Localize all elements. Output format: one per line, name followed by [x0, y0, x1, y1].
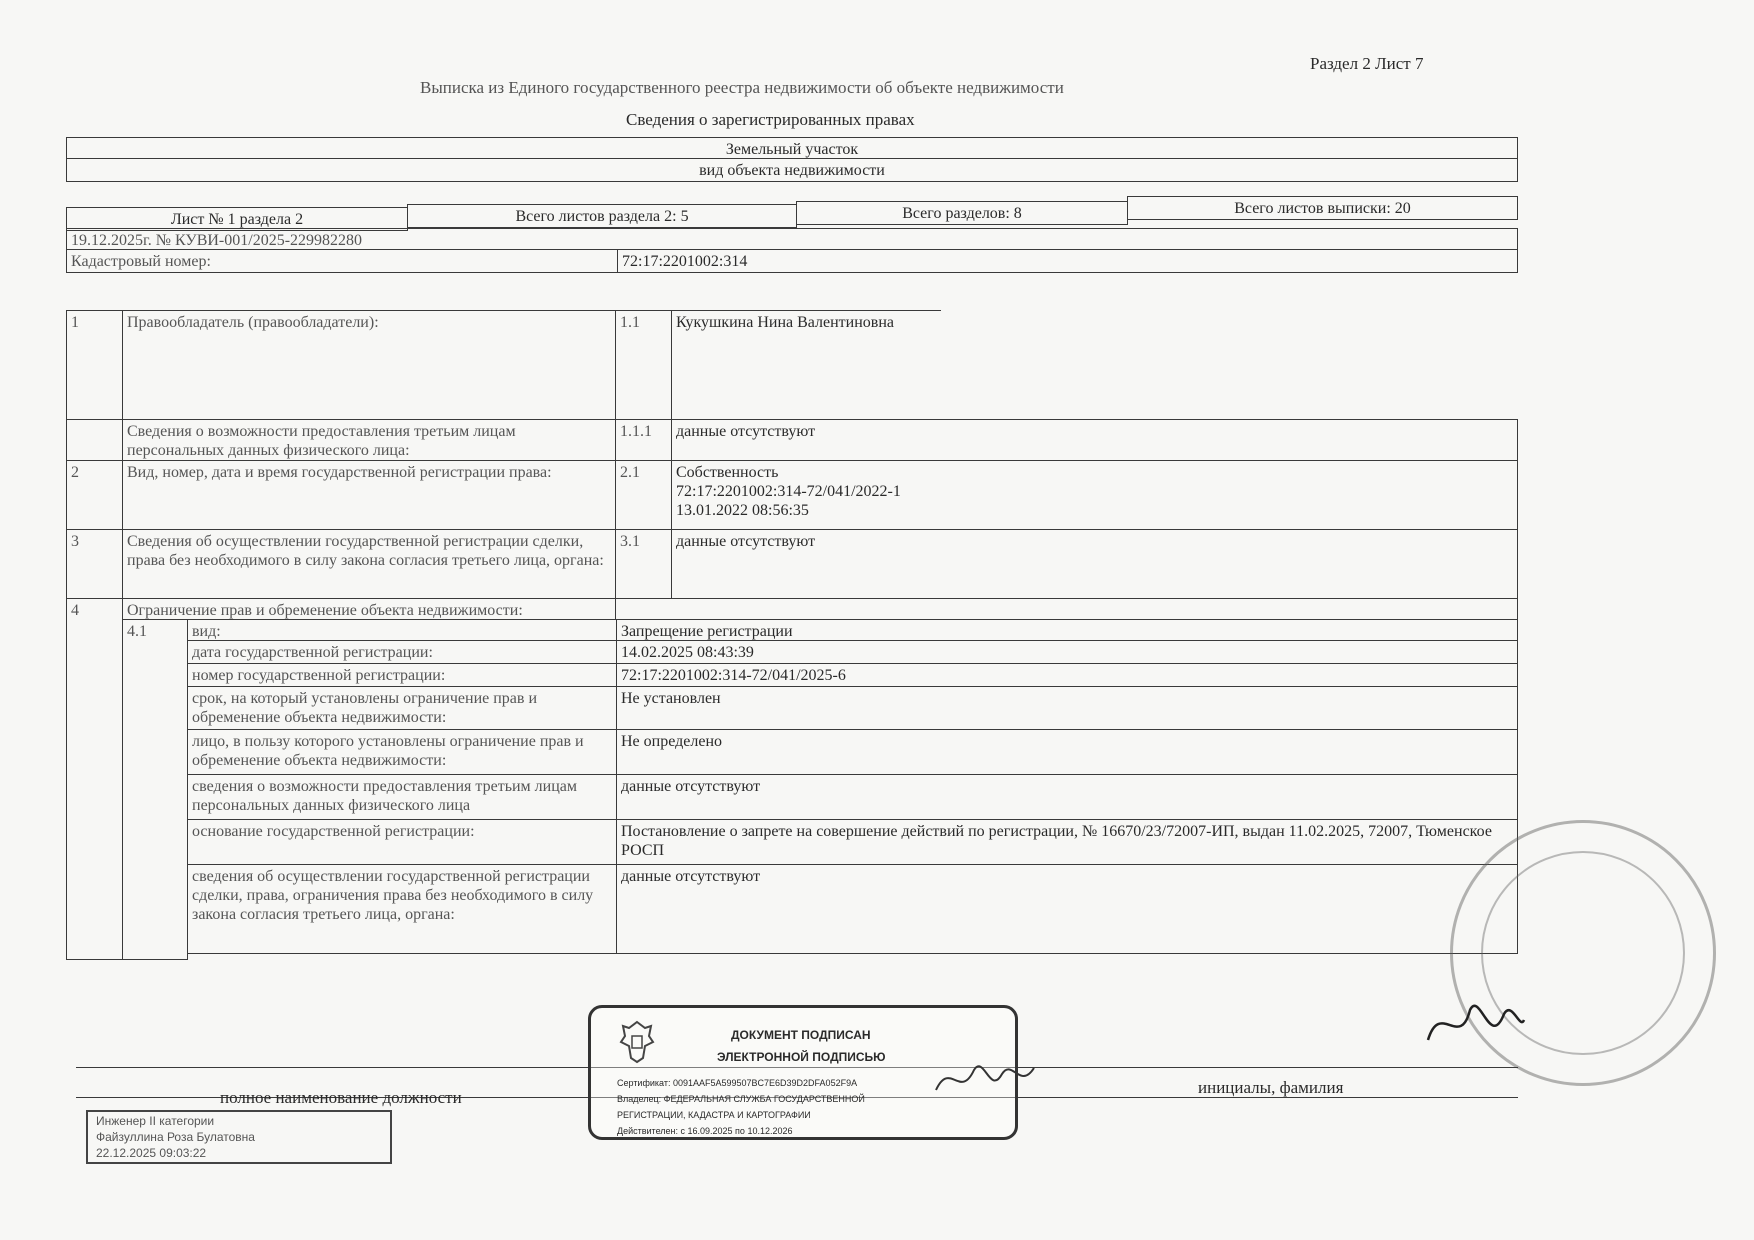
stamp-owner-1: Владелец: ФЕДЕРАЛЬНАЯ СЛУЖБА ГОСУДАРСТВЕННОЙ	[617, 1094, 865, 1104]
handwritten-signature-2	[1420, 990, 1530, 1060]
row-3-sub: 3.1	[615, 529, 672, 599]
row-11-sub: 1.1.1	[615, 419, 672, 461]
kind-label: вид:	[187, 619, 617, 641]
personal-value: данные отсутствуют	[616, 774, 1518, 820]
beneficiary-value: Не определено	[616, 729, 1518, 775]
object-type-value: Земельный участок	[66, 137, 1518, 159]
request-number: 19.12.2025г. № КУВИ-001/2025-229982280	[66, 228, 1518, 250]
stamp-title-1: ДОКУМЕНТ ПОДПИСАН	[731, 1028, 871, 1042]
officer-position: Инженер II категории	[96, 1114, 215, 1128]
stamp-owner-2: РЕГИСТРАЦИИ, КАДАСТРА И КАРТОГРАФИИ	[617, 1110, 811, 1120]
row-3-value: данные отсутствуют	[671, 529, 1518, 599]
officer-timestamp: 22.12.2025 09:03:22	[96, 1146, 207, 1160]
personal-label: сведения о возможности предоставления третьим лицам персональных данных физического лица	[187, 774, 617, 820]
stamp-title-2: ЭЛЕКТРОННОЙ ПОДПИСЬЮ	[717, 1050, 886, 1064]
row-11-value: данные отсутствуют	[671, 419, 1518, 461]
row-4-spacer	[615, 598, 1518, 620]
object-type-caption: вид объекта недвижимости	[66, 158, 1518, 182]
cadastral-label: Кадастровый номер:	[66, 249, 618, 273]
row-1-number: 1	[66, 310, 123, 420]
kind-value: Запрещение регистрации	[616, 619, 1518, 641]
row-1-value: Кукушкина Нина Валентиновна	[671, 310, 941, 420]
sheet-of-section: Лист № 1 раздела 2	[66, 207, 408, 231]
total-sections: Всего разделов: 8	[796, 201, 1128, 225]
initials-caption: инициалы, фамилия	[1198, 1078, 1344, 1097]
handwritten-signature-1	[930, 1050, 1040, 1110]
basis-label: основание государственной регистрации:	[187, 819, 617, 865]
row-1-label: Правообладатель (правообладатели):	[122, 310, 616, 420]
row-1-sub: 1.1	[615, 310, 672, 420]
cadastral-value: 72:17:2201002:314	[617, 249, 1518, 273]
number-value: 72:17:2201002:314-72/041/2025-6	[616, 663, 1518, 687]
right-date: 13.01.2022 08:56:35	[676, 502, 809, 519]
emblem-icon	[617, 1018, 657, 1064]
row-4-number: 4	[66, 598, 123, 960]
row-3-label: Сведения об осуществлении государственной регистрации сделки, права без необходимого в силу закона согласия третьего лица, органа:	[122, 529, 616, 599]
number-label: номер государственной регистрации:	[187, 663, 617, 687]
total-section-sheets: Всего листов раздела 2: 5	[407, 204, 797, 228]
row-2-number: 2	[66, 460, 123, 530]
row-2-value	[671, 460, 1518, 530]
right-type: Собственность	[676, 464, 779, 481]
basis-value: Постановление о запрете на совершение действий по регистрации, № 16670/23/72007-ИП, выдан 11.02.2025, 72007, Тюменское РОСП	[616, 819, 1518, 865]
stamp-valid: Действителен: с 16.09.2025 по 10.12.2026	[617, 1126, 793, 1136]
officer-name: Файзуллина Роза Булатовна	[96, 1130, 255, 1144]
row-41-sub: 4.1	[122, 619, 188, 960]
right-number: 72:17:2201002:314-72/041/2022-1	[676, 483, 901, 500]
beneficiary-label: лицо, в пользу которого установлены ограничение прав и обременение объекта недвижимости:	[187, 729, 617, 775]
consent-value: данные отсутствуют	[616, 864, 1518, 954]
term-value: Не установлен	[616, 686, 1518, 730]
row-2-sub: 2.1	[615, 460, 672, 530]
row-2-label: Вид, номер, дата и время государственной регистрации права:	[122, 460, 616, 530]
row-11-label: Сведения о возможности предоставления третьим лицам персональных данных физического лица:	[122, 419, 616, 461]
total-extract-sheets: Всего листов выписки: 20	[1127, 196, 1518, 220]
term-label: срок, на который установлены ограничение прав и обременение объекта недвижимости:	[187, 686, 617, 730]
officer-stamp	[86, 1110, 392, 1164]
section-sheet-label: Раздел 2 Лист 7	[1310, 54, 1424, 73]
date-label: дата государственной регистрации:	[187, 640, 617, 664]
row-3-number: 3	[66, 529, 123, 599]
consent-label: сведения об осуществлении государственной регистрации сделки, права, ограничения права без необходимого в силу закона согласия третьего лица, органа:	[187, 864, 617, 954]
row-11-number-cell	[66, 419, 123, 461]
stamp-certificate: Сертификат: 0091AAF5A599507BC7E6D39D2DFA052F9A	[617, 1078, 858, 1088]
position-caption: полное наименование должности	[220, 1088, 462, 1107]
row-4-label: Ограничение прав и обременение объекта недвижимости:	[122, 598, 616, 620]
document-subtitle: Сведения о зарегистрированных правах	[626, 110, 915, 129]
date-value: 14.02.2025 08:43:39	[616, 640, 1518, 664]
document-title: Выписка из Единого государственного реестра недвижимости об объекте недвижимости	[420, 78, 1064, 97]
